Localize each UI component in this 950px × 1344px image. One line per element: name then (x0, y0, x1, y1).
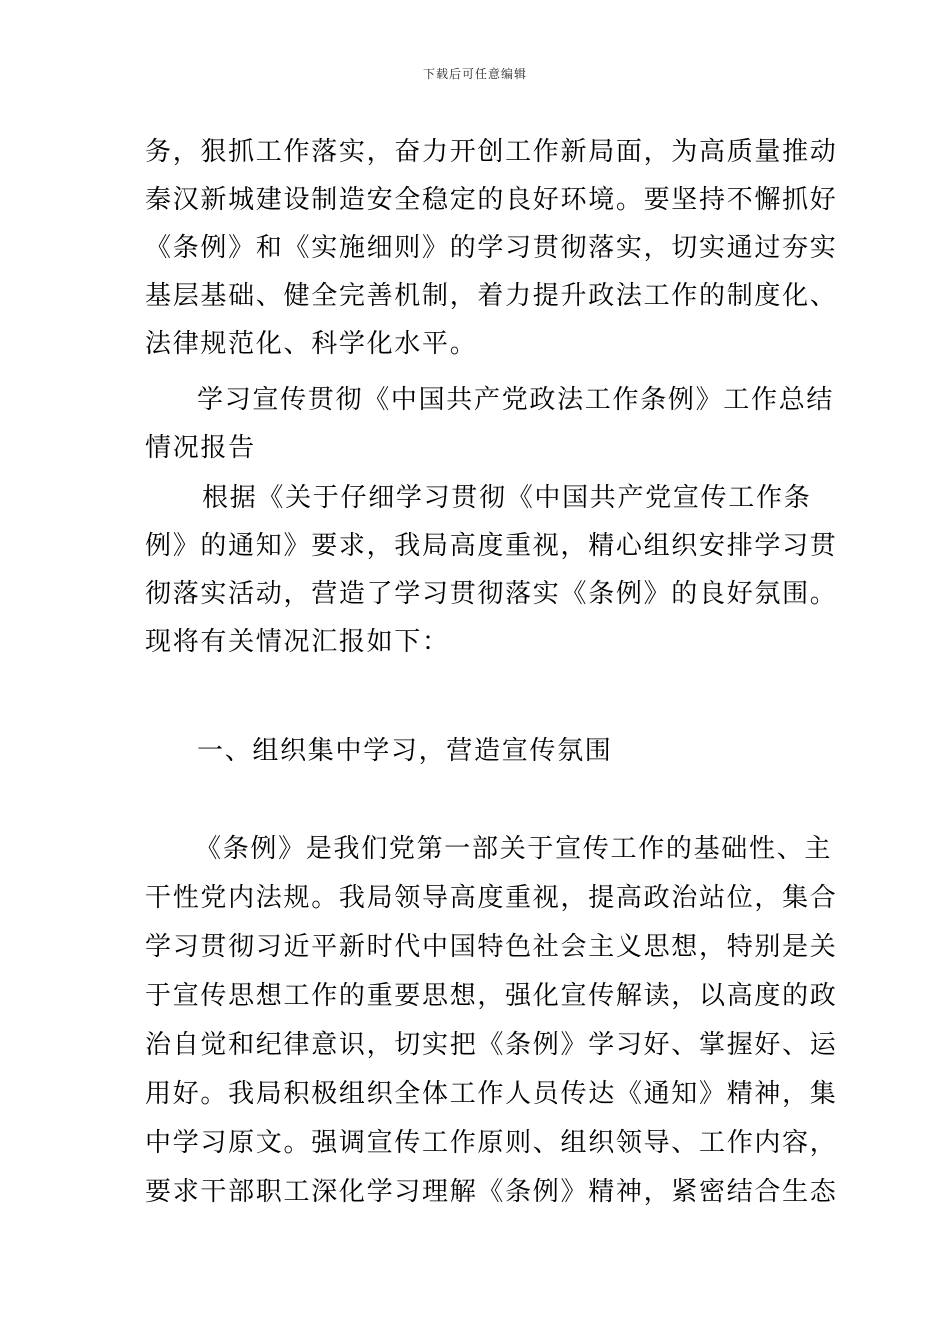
paragraph-line: 根据《关于仔细学习贯彻《中国共产党宣传工作条 (202, 483, 812, 513)
paragraph-line: 于宣传思想工作的重要思想，强化宣传解读，以高度的政 (145, 981, 838, 1011)
notice-paragraph (145, 474, 838, 666)
paragraph-line: 学习贯彻习近平新时代中国特色社会主义思想，特别是关 (145, 932, 838, 962)
paragraph-line: 现将有关情况汇报如下： (145, 627, 450, 657)
paragraph-line: 中学习原文。强调宣传工作原则、组织领导、工作内容， (145, 1128, 838, 1158)
section-heading (145, 727, 809, 775)
report-title-line: 情况报告 (145, 433, 256, 463)
section-heading-text: 一、组织集中学习，营造宣传氛围 (197, 736, 613, 766)
paragraph-line: 务，狠抓工作落实，奋力开创工作新局面，为高质量推动 (145, 137, 838, 167)
paragraph-line: 要求干部职工深化学习理解《条例》精神，紧密结合生态 (145, 1177, 838, 1207)
paragraph-line: 干性党内法规。我局领导高度重视，提高政治站位，集合 (145, 883, 838, 913)
paragraph-continued (145, 128, 838, 368)
paragraph-line: 《条例》和《实施细则》的学习贯彻落实，切实通过夯实 (145, 233, 838, 263)
report-title (145, 376, 835, 472)
section-one-paragraph (145, 825, 838, 1217)
paragraph-line: 秦汉新城建设制造安全稳定的良好环境。要坚持不懈抓好 (145, 185, 838, 215)
paragraph-line: 彻落实活动，营造了学习贯彻落实《条例》的良好氛围。 (145, 579, 838, 609)
paragraph-line: 基层基础、健全完善机制，着力提升政法工作的制度化、 (145, 281, 838, 311)
report-title-line: 学习宣传贯彻《中国共产党政法工作条例》工作总结 (197, 385, 835, 415)
paragraph-line: 用好。我局积极组织全体工作人员传达《通知》精神，集 (145, 1079, 838, 1109)
paragraph-line: 例》的通知》要求，我局高度重视，精心组织安排学习贯 (145, 531, 838, 561)
page-header-note: 下载后可任意编辑 (422, 67, 527, 81)
paragraph-line: 治自觉和纪律意识，切实把《条例》学习好、掌握好、运 (145, 1030, 838, 1060)
paragraph-line: 法律规范化、科学化水平。 (145, 329, 478, 359)
paragraph-line: 《条例》是我们党第一部关于宣传工作的基础性、主 (195, 834, 833, 864)
